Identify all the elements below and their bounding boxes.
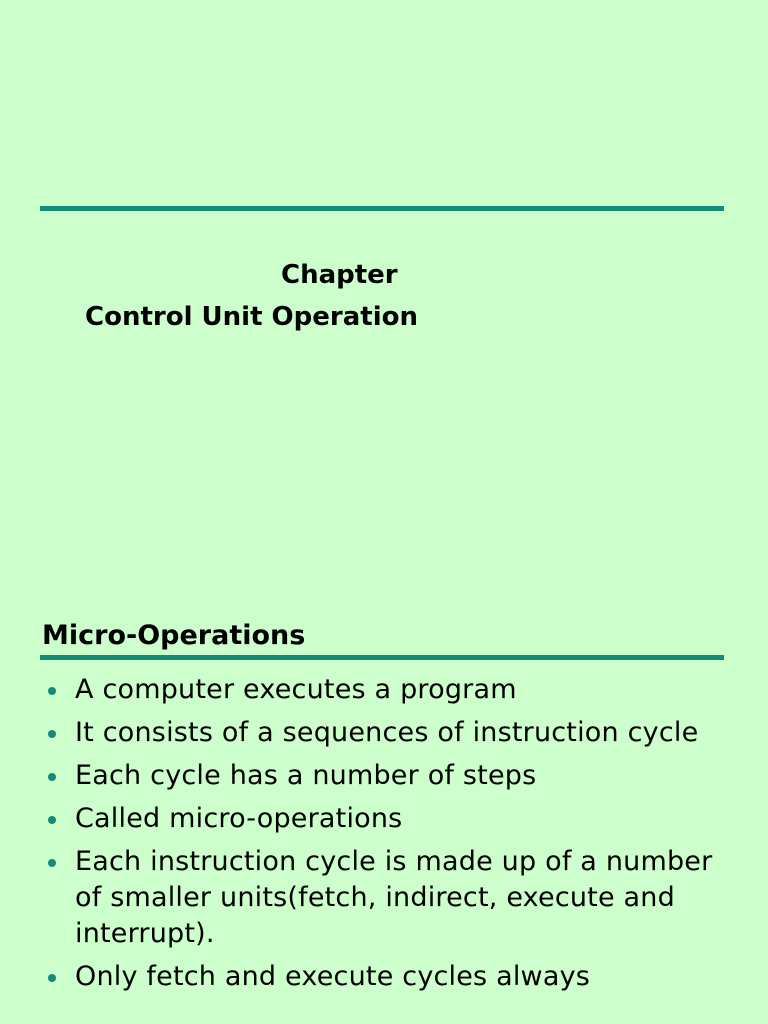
title-divider-rule	[40, 206, 724, 211]
bullet-text: A computer executes a program	[75, 674, 517, 705]
bullet-text: Called micro-operations	[75, 803, 403, 834]
chapter-label: Chapter	[281, 260, 398, 290]
list-item	[44, 844, 724, 952]
section-heading: Micro-Operations	[42, 620, 306, 651]
list-item	[44, 715, 724, 751]
bullet-dot-icon	[48, 687, 56, 695]
bullet-text: It consists of a sequences of instruction cycle	[75, 717, 699, 748]
bullet-dot-icon	[48, 816, 56, 824]
list-item	[44, 959, 724, 995]
bullet-dot-icon	[48, 974, 56, 982]
bullet-list	[44, 672, 724, 1002]
list-item	[44, 801, 724, 837]
section-divider-rule	[40, 655, 724, 660]
list-item	[44, 672, 724, 708]
bullet-dot-icon	[48, 730, 56, 738]
bullet-dot-icon	[48, 773, 56, 781]
bullet-text: Each cycle has a number of steps	[75, 760, 537, 791]
bullet-text: Each instruction cycle is made up of a number of smaller units(fetch, indirect, execute and interrupt).	[75, 846, 713, 949]
chapter-title: Control Unit Operation	[85, 302, 418, 332]
bullet-text: Only fetch and execute cycles always	[75, 961, 591, 992]
bullet-dot-icon	[48, 859, 56, 867]
list-item	[44, 758, 724, 794]
